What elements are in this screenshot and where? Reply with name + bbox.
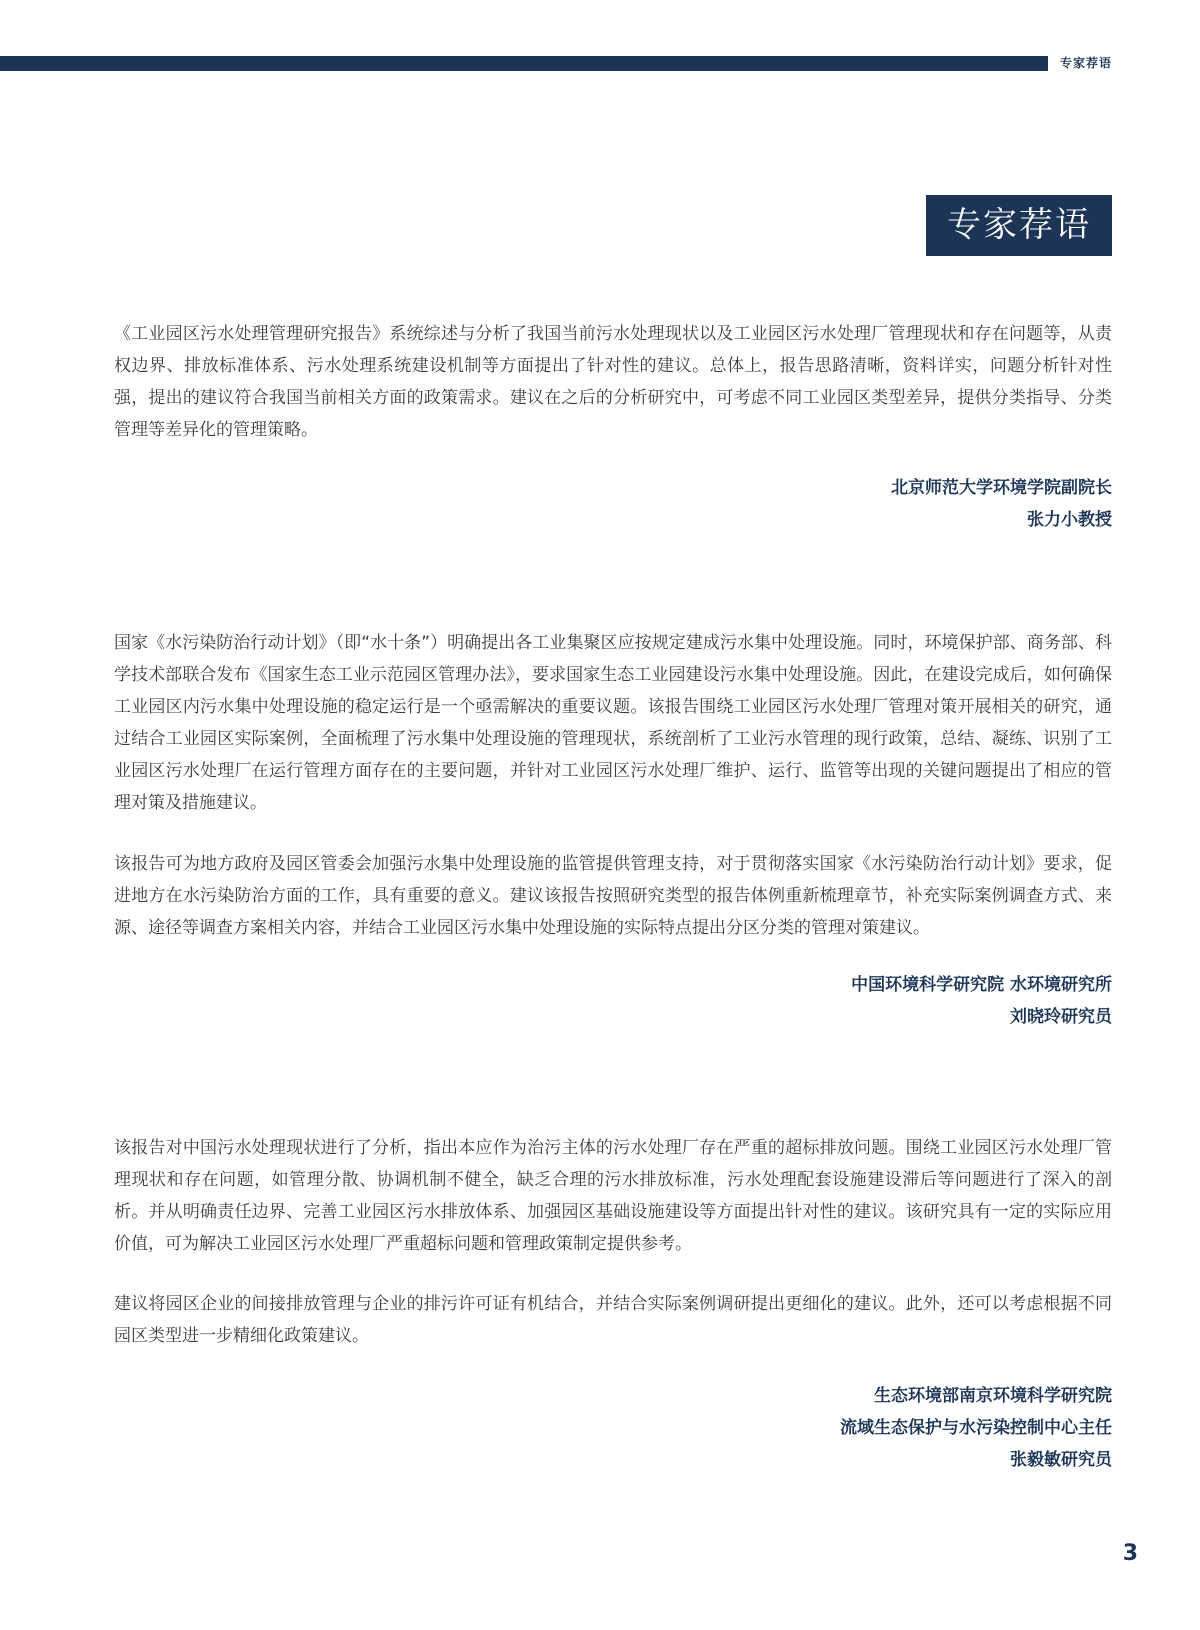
recommendation-2-paragraph-2-block (114, 848, 1112, 944)
signature-name: 张毅敏研究员 (1010, 1450, 1112, 1470)
recommendation-2-paragraph-2: 该报告可为地方政府及园区管委会加强污水集中处理设施的监管提供管理支持，对于贯彻落实国家《水污染防治行动计划》要求，促进地方在水污染防治方面的工作，具有重要的意义。建议该报告按照研究类型的报告体例重新梳理章节，补充实际案例调查方式、来源、途径等调查方案相关内容，并结合工业园区污水集中处理设施的实际特点提出分区分类的管理对策建议。 (114, 854, 1112, 938)
recommendation-3-paragraph-2: 建议将园区企业的间接排放管理与企业的排污许可证有机结合，并结合实际案例调研提出更细化的建议。此外，还可以考虑根据不同园区类型进一步精细化政策建议。 (114, 1294, 1112, 1346)
signature-name: 刘晓玲研究员 (1010, 1007, 1112, 1027)
recommendation-3 (114, 1132, 1112, 1260)
recommendation-3-paragraph-2-block (114, 1288, 1112, 1352)
section-label: 专家荐语 (1059, 56, 1112, 70)
recommendation-1 (114, 318, 1112, 446)
recommendation-2 (114, 627, 1112, 819)
signature-affiliation: 北京师范大学环境学院副院长 (891, 478, 1112, 498)
recommendation-3-signature (114, 1380, 1112, 1476)
signature-affiliation: 生态环境部南京环境科学研究院 (874, 1386, 1112, 1406)
page-number: 3 (1122, 1541, 1138, 1566)
header-bar (0, 56, 1048, 71)
page-title: 专家荐语 (926, 195, 1112, 256)
recommendation-2-paragraph-1: 国家《水污染防治行动计划》（即“水十条”）明确提出各工业集聚区应按规定建成污水集中处理设施。同时，环境保护部、商务部、科学技术部联合发布《国家生态工业示范园区管理办法》，要求国家生态工业园建设污水集中处理设施。因此，在建设完成后，如何确保工业园区内污水集中处理设施的稳定运行是一个亟需解决的重要议题。该报告围绕工业园区污水处理厂管理对策开展相关的研究，通过结合工业园区实际案例，全面梳理了污水集中处理设施的管理现状，系统剖析了工业污水管理的现行政策，总结、凝练、识别了工业园区污水处理厂在运行管理方面存在的主要问题，并针对工业园区污水处理厂维护、运行、监管等出现的关键问题提出了相应的管理对策及措施建议。 (114, 633, 1112, 813)
signature-department: 流域生态保护与水污染控制中心主任 (840, 1418, 1112, 1438)
signature-name: 张力小教授 (1027, 510, 1112, 530)
recommendation-2-signature (114, 969, 1112, 1033)
recommendation-1-paragraph-1: 《工业园区污水处理管理研究报告》系统综述与分析了我国当前污水处理现状以及工业园区污水处理厂管理现状和存在问题等，从责权边界、排放标准体系、污水处理系统建设机制等方面提出了针对性的建议。总体上，报告思路清晰，资料详实，问题分析针对性强，提出的建议符合我国当前相关方面的政策需求。建议在之后的分析研究中，可考虑不同工业园区类型差异，提供分类指导、分类管理等差异化的管理策略。 (114, 324, 1112, 440)
signature-affiliation: 中国环境科学研究院 水环境研究所 (851, 975, 1112, 995)
recommendation-1-signature (114, 472, 1112, 536)
recommendation-3-paragraph-1: 该报告对中国污水处理现状进行了分析，指出本应作为治污主体的污水处理厂存在严重的超标排放问题。围绕工业园区污水处理厂管理现状和存在问题，如管理分散、协调机制不健全，缺乏合理的污水排放标准，污水处理配套设施建设滞后等问题进行了深入的剖析。并从明确责任边界、完善工业园区污水排放体系、加强园区基础设施建设等方面提出针对性的建议。该研究具有一定的实际应用价值，可为解决工业园区污水处理厂严重超标问题和管理政策制定提供参考。 (114, 1138, 1112, 1254)
